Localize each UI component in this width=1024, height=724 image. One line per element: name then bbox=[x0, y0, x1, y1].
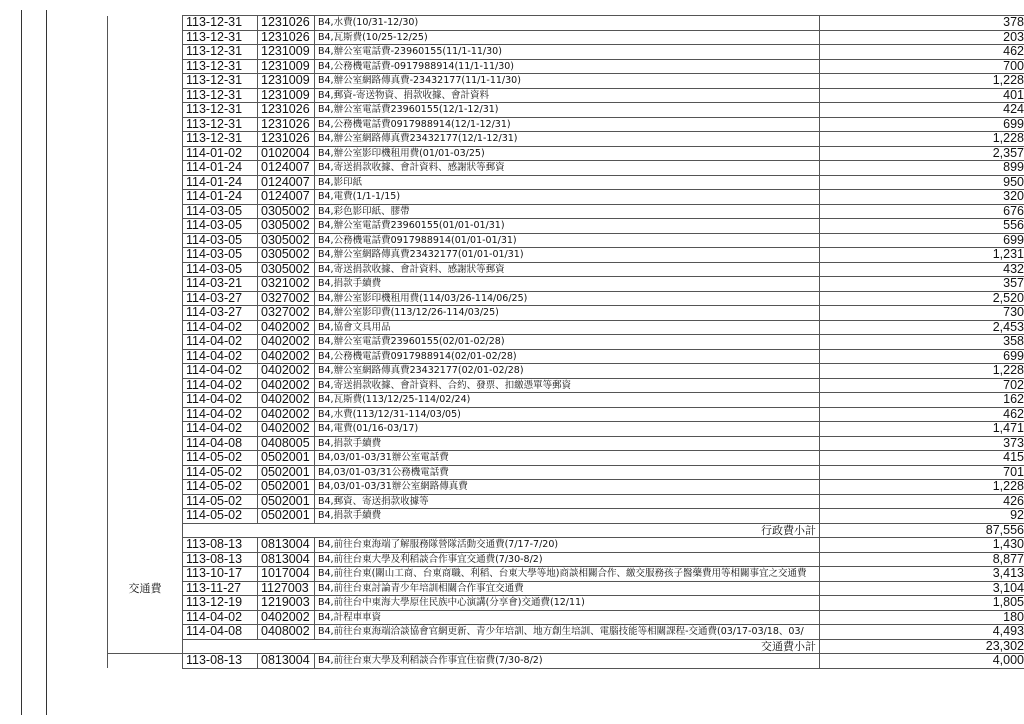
voucher-number: 1231026 bbox=[258, 103, 315, 118]
entry-description: B4,辦公室電話費23960155(01/01-01/31) bbox=[315, 219, 820, 234]
entry-date: 114-03-05 bbox=[183, 233, 258, 248]
entry-description: B4,辦公室影印機租用費(114/03/26-114/06/25) bbox=[315, 291, 820, 306]
admin-subtotal-label: 行政費小計 bbox=[183, 523, 820, 538]
ledger-row bbox=[108, 103, 1024, 118]
entry-date: 113-11-27 bbox=[183, 581, 258, 596]
entry-description: B4,辦公室網路傳真費-23432177(11/1-11/30) bbox=[315, 74, 820, 89]
entry-date: 114-05-02 bbox=[183, 451, 258, 466]
admin-subtotal-amount: 87,556 bbox=[820, 523, 1024, 538]
entry-amount: 1,471 bbox=[820, 422, 1024, 437]
entry-amount: 3,413 bbox=[820, 567, 1024, 582]
entry-date: 114-01-24 bbox=[183, 190, 258, 205]
ledger-row bbox=[108, 349, 1024, 364]
entry-date: 113-12-31 bbox=[183, 59, 258, 74]
voucher-number: 1231026 bbox=[258, 117, 315, 132]
ledger-row bbox=[108, 552, 1024, 567]
voucher-number: 0102004 bbox=[258, 146, 315, 161]
entry-amount: 2,520 bbox=[820, 291, 1024, 306]
entry-amount: 1,228 bbox=[820, 132, 1024, 147]
voucher-number: 0813004 bbox=[258, 538, 315, 553]
entry-description: B4,03/01-03/31辦公室電話費 bbox=[315, 451, 820, 466]
entry-date: 114-04-02 bbox=[183, 335, 258, 350]
subtotal-row bbox=[108, 523, 1024, 538]
entry-amount: 1,805 bbox=[820, 596, 1024, 611]
ledger-row bbox=[108, 262, 1024, 277]
entry-date: 114-04-08 bbox=[183, 625, 258, 640]
entry-date: 113-12-31 bbox=[183, 88, 258, 103]
ledger-row bbox=[108, 654, 1024, 669]
entry-description: B4,寄送捐款收據、會計資料、合約、發票、扣繳憑單等郵資 bbox=[315, 378, 820, 393]
ledger-row bbox=[108, 88, 1024, 103]
voucher-number: 0402002 bbox=[258, 320, 315, 335]
entry-description: B4,公務機電話費-0917988914(11/1-11/30) bbox=[315, 59, 820, 74]
transport-expense-section bbox=[108, 538, 1024, 640]
ledger-row bbox=[108, 277, 1024, 292]
ledger-row bbox=[108, 335, 1024, 350]
entry-description: B4,前往台東海端洽談協會官網更新、青少年培訓、地方創生培訓、電腦技能等相關課程-交通費(03/17-03/18、03/ bbox=[315, 625, 820, 640]
ledger-row bbox=[108, 291, 1024, 306]
entry-amount: 899 bbox=[820, 161, 1024, 176]
entry-date: 114-04-02 bbox=[183, 610, 258, 625]
ledger-row bbox=[108, 581, 1024, 596]
ledger-row bbox=[108, 451, 1024, 466]
entry-description: B4,協會文具用品 bbox=[315, 320, 820, 335]
entry-date: 114-03-05 bbox=[183, 262, 258, 277]
entry-description: B4,辦公室電話費-23960155(11/1-11/30) bbox=[315, 45, 820, 60]
entry-date: 113-12-31 bbox=[183, 16, 258, 31]
entry-description: B4,計程車車資 bbox=[315, 610, 820, 625]
ledger-row bbox=[108, 74, 1024, 89]
entry-date: 114-03-21 bbox=[183, 277, 258, 292]
voucher-number: 0124007 bbox=[258, 175, 315, 190]
category-label-transport: 交通費 bbox=[108, 538, 183, 640]
entry-amount: 203 bbox=[820, 30, 1024, 45]
voucher-number: 0402002 bbox=[258, 335, 315, 350]
entry-date: 114-04-02 bbox=[183, 320, 258, 335]
margin-rule-left bbox=[21, 10, 22, 715]
ledger-row bbox=[108, 422, 1024, 437]
entry-description: B4,前往台中東海大學原住民族中心演講(分享會)交通費(12/11) bbox=[315, 596, 820, 611]
entry-amount: 730 bbox=[820, 306, 1024, 321]
entry-amount: 4,000 bbox=[820, 654, 1024, 669]
voucher-number: 1231009 bbox=[258, 88, 315, 103]
ledger-row bbox=[108, 407, 1024, 422]
entry-amount: 357 bbox=[820, 277, 1024, 292]
ledger-row bbox=[108, 625, 1024, 640]
margin-rule-right bbox=[46, 10, 47, 715]
entry-description: B4,寄送捐款收據、會計資料、感謝狀等郵資 bbox=[315, 262, 820, 277]
entry-amount: 415 bbox=[820, 451, 1024, 466]
entry-description: B4,公務機電話費0917988914(01/01-01/31) bbox=[315, 233, 820, 248]
entry-description: B4,郵資、寄送捐款收據等 bbox=[315, 494, 820, 509]
voucher-number: 0402002 bbox=[258, 378, 315, 393]
entry-description: B4,辦公室電話費23960155(02/01-02/28) bbox=[315, 335, 820, 350]
entry-amount: 2,453 bbox=[820, 320, 1024, 335]
entry-date: 113-08-13 bbox=[183, 552, 258, 567]
entry-date: 114-04-08 bbox=[183, 436, 258, 451]
ledger-row bbox=[108, 393, 1024, 408]
voucher-number: 0402002 bbox=[258, 422, 315, 437]
entry-amount: 162 bbox=[820, 393, 1024, 408]
ledger-row bbox=[108, 378, 1024, 393]
entry-amount: 1,430 bbox=[820, 538, 1024, 553]
entry-description: B4,前往台東大學及利稻談合作事宜住宿費(7/30-8/2) bbox=[315, 654, 820, 669]
entry-date: 114-03-05 bbox=[183, 248, 258, 263]
entry-amount: 699 bbox=[820, 117, 1024, 132]
entry-amount: 462 bbox=[820, 45, 1024, 60]
entry-amount: 4,493 bbox=[820, 625, 1024, 640]
ledger-row bbox=[108, 436, 1024, 451]
entry-amount: 1,231 bbox=[820, 248, 1024, 263]
voucher-number: 0124007 bbox=[258, 161, 315, 176]
ledger-row bbox=[108, 248, 1024, 263]
entry-amount: 401 bbox=[820, 88, 1024, 103]
entry-amount: 462 bbox=[820, 407, 1024, 422]
entry-date: 114-04-02 bbox=[183, 422, 258, 437]
ledger-row bbox=[108, 190, 1024, 205]
entry-description: B4,03/01-03/31公務機電話費 bbox=[315, 465, 820, 480]
transport-subtotal-label: 交通費小計 bbox=[183, 639, 820, 654]
entry-amount: 1,228 bbox=[820, 364, 1024, 379]
ledger-row bbox=[108, 132, 1024, 147]
ledger-row bbox=[108, 567, 1024, 582]
entry-date: 114-03-05 bbox=[183, 204, 258, 219]
voucher-number: 0305002 bbox=[258, 204, 315, 219]
voucher-number: 0327002 bbox=[258, 306, 315, 321]
voucher-number: 1231026 bbox=[258, 132, 315, 147]
voucher-number: 1231009 bbox=[258, 45, 315, 60]
entry-amount: 556 bbox=[820, 219, 1024, 234]
entry-date: 114-05-02 bbox=[183, 480, 258, 495]
voucher-number: 0305002 bbox=[258, 233, 315, 248]
entry-amount: 92 bbox=[820, 509, 1024, 524]
entry-description: B4,電費(01/16-03/17) bbox=[315, 422, 820, 437]
entry-description: B4,水費(113/12/31-114/03/05) bbox=[315, 407, 820, 422]
entry-amount: 3,104 bbox=[820, 581, 1024, 596]
entry-date: 113-12-31 bbox=[183, 74, 258, 89]
entry-date: 113-10-17 bbox=[183, 567, 258, 582]
entry-description: B4,前往台東(關山工商、台東商職、利稻、台東大學等地)商談相關合作、繳交服務孩子醫藥費用等相關事宜之交通費 bbox=[315, 567, 820, 582]
voucher-number: 0408002 bbox=[258, 625, 315, 640]
entry-date: 114-03-05 bbox=[183, 219, 258, 234]
ledger-row bbox=[108, 204, 1024, 219]
voucher-number: 1127003 bbox=[258, 581, 315, 596]
admin-expense-section bbox=[108, 16, 1024, 524]
ledger-row bbox=[108, 117, 1024, 132]
entry-date: 113-12-31 bbox=[183, 45, 258, 60]
voucher-number: 0408005 bbox=[258, 436, 315, 451]
entry-description: B4,辦公室網路傳真費23432177(12/1-12/31) bbox=[315, 132, 820, 147]
voucher-number: 0402002 bbox=[258, 393, 315, 408]
transport-subtotal-section bbox=[108, 639, 1024, 654]
voucher-number: 1219003 bbox=[258, 596, 315, 611]
voucher-number: 0402002 bbox=[258, 407, 315, 422]
entry-description: B4,彩色影印紙、膠帶 bbox=[315, 204, 820, 219]
entry-date: 114-01-02 bbox=[183, 146, 258, 161]
entry-description: B4,前往台東大學及利稻談合作事宜交通費(7/30-8/2) bbox=[315, 552, 820, 567]
entry-date: 113-08-13 bbox=[183, 538, 258, 553]
entry-description: B4,寄送捐款收據、會計資料、感謝狀等郵資 bbox=[315, 161, 820, 176]
entry-amount: 702 bbox=[820, 378, 1024, 393]
entry-date: 114-04-02 bbox=[183, 393, 258, 408]
voucher-number: 0502001 bbox=[258, 509, 315, 524]
entry-amount: 676 bbox=[820, 204, 1024, 219]
entry-date: 114-04-02 bbox=[183, 364, 258, 379]
voucher-number: 0502001 bbox=[258, 451, 315, 466]
entry-date: 113-12-31 bbox=[183, 117, 258, 132]
entry-amount: 1,228 bbox=[820, 480, 1024, 495]
lodging-expense-section bbox=[108, 654, 1024, 669]
ledger-row bbox=[108, 233, 1024, 248]
entry-amount: 373 bbox=[820, 436, 1024, 451]
entry-date: 113-08-13 bbox=[183, 654, 258, 669]
ledger-row bbox=[108, 610, 1024, 625]
voucher-number: 0502001 bbox=[258, 465, 315, 480]
ledger-row bbox=[108, 16, 1024, 31]
entry-date: 114-01-24 bbox=[183, 161, 258, 176]
entry-amount: 950 bbox=[820, 175, 1024, 190]
voucher-number: 0305002 bbox=[258, 219, 315, 234]
entry-date: 114-04-02 bbox=[183, 378, 258, 393]
voucher-number: 0813004 bbox=[258, 654, 315, 669]
entry-description: B4,辦公室網路傳真費23432177(02/01-02/28) bbox=[315, 364, 820, 379]
entry-description: B4,03/01-03/31辦公室網路傳真費 bbox=[315, 480, 820, 495]
voucher-number: 1231009 bbox=[258, 74, 315, 89]
entry-amount: 701 bbox=[820, 465, 1024, 480]
entry-description: B4,電費(1/1-1/15) bbox=[315, 190, 820, 205]
voucher-number: 0124007 bbox=[258, 190, 315, 205]
voucher-number: 0502001 bbox=[258, 494, 315, 509]
voucher-number: 1017004 bbox=[258, 567, 315, 582]
ledger-row bbox=[108, 538, 1024, 553]
ledger-row bbox=[108, 480, 1024, 495]
entry-description: B4,影印紙 bbox=[315, 175, 820, 190]
entry-amount: 180 bbox=[820, 610, 1024, 625]
entry-date: 114-05-02 bbox=[183, 465, 258, 480]
entry-date: 113-12-31 bbox=[183, 132, 258, 147]
entry-description: B4,公務機電話費0917988914(02/01-02/28) bbox=[315, 349, 820, 364]
entry-amount: 358 bbox=[820, 335, 1024, 350]
entry-description: B4,辦公室網路傳真費23432177(01/01-01/31) bbox=[315, 248, 820, 263]
voucher-number: 0502001 bbox=[258, 480, 315, 495]
ledger-row bbox=[108, 146, 1024, 161]
voucher-number: 0402002 bbox=[258, 364, 315, 379]
entry-date: 114-03-27 bbox=[183, 291, 258, 306]
voucher-number: 0327002 bbox=[258, 291, 315, 306]
entry-date: 113-12-31 bbox=[183, 103, 258, 118]
ledger-row bbox=[108, 306, 1024, 321]
entry-description: B4,捐款手續費 bbox=[315, 277, 820, 292]
entry-description: B4,辦公室影印機租用費(01/01-03/25) bbox=[315, 146, 820, 161]
transport-subtotal-amount: 23,302 bbox=[820, 639, 1024, 654]
entry-amount: 699 bbox=[820, 349, 1024, 364]
entry-amount: 8,877 bbox=[820, 552, 1024, 567]
entry-description: B4,辦公室電話費23960155(12/1-12/31) bbox=[315, 103, 820, 118]
entry-description: B4,辦公室影印費(113/12/26-114/03/25) bbox=[315, 306, 820, 321]
entry-amount: 1,228 bbox=[820, 74, 1024, 89]
ledger-row bbox=[108, 30, 1024, 45]
entry-amount: 320 bbox=[820, 190, 1024, 205]
voucher-number: 1231009 bbox=[258, 59, 315, 74]
entry-description: B4,捐款手續費 bbox=[315, 436, 820, 451]
entry-description: B4,水費(10/31-12/30) bbox=[315, 16, 820, 31]
entry-description: B4,瓦斯費(113/12/25-114/02/24) bbox=[315, 393, 820, 408]
entry-description: B4,郵資-寄送物資、捐款收據、會計資料 bbox=[315, 88, 820, 103]
entry-amount: 424 bbox=[820, 103, 1024, 118]
ledger-row bbox=[108, 45, 1024, 60]
entry-amount: 700 bbox=[820, 59, 1024, 74]
ledger-row bbox=[108, 161, 1024, 176]
entry-description: B4,前往台東海端了解服務隊營隊活動交通費(7/17-7/20) bbox=[315, 538, 820, 553]
voucher-number: 0813004 bbox=[258, 552, 315, 567]
ledger-row bbox=[108, 219, 1024, 234]
subtotal-row bbox=[108, 639, 1024, 654]
entry-date: 114-05-02 bbox=[183, 494, 258, 509]
entry-amount: 699 bbox=[820, 233, 1024, 248]
entry-description: B4,瓦斯費(10/25-12/25) bbox=[315, 30, 820, 45]
voucher-number: 0402002 bbox=[258, 610, 315, 625]
admin-subtotal-section bbox=[108, 523, 1024, 538]
ledger-row bbox=[108, 175, 1024, 190]
entry-date: 114-03-27 bbox=[183, 306, 258, 321]
entry-description: B4,前往台東討論青少年培訓相關合作事宜交通費 bbox=[315, 581, 820, 596]
entry-amount: 2,357 bbox=[820, 146, 1024, 161]
voucher-number: 0305002 bbox=[258, 248, 315, 263]
entry-amount: 426 bbox=[820, 494, 1024, 509]
entry-description: B4,公務機電話費0917988914(12/1-12/31) bbox=[315, 117, 820, 132]
ledger-row bbox=[108, 494, 1024, 509]
voucher-number: 0321002 bbox=[258, 277, 315, 292]
ledger-row bbox=[108, 320, 1024, 335]
expense-ledger-table bbox=[107, 15, 1024, 669]
voucher-number: 1231026 bbox=[258, 16, 315, 31]
ledger-row bbox=[108, 364, 1024, 379]
ledger-row bbox=[108, 596, 1024, 611]
ledger-row bbox=[108, 59, 1024, 74]
ledger-row bbox=[108, 465, 1024, 480]
voucher-number: 0402002 bbox=[258, 349, 315, 364]
entry-date: 113-12-19 bbox=[183, 596, 258, 611]
entry-date: 114-04-02 bbox=[183, 407, 258, 422]
entry-date: 114-01-24 bbox=[183, 175, 258, 190]
voucher-number: 0305002 bbox=[258, 262, 315, 277]
entry-amount: 432 bbox=[820, 262, 1024, 277]
entry-date: 113-12-31 bbox=[183, 30, 258, 45]
voucher-number: 1231026 bbox=[258, 30, 315, 45]
entry-date: 114-04-02 bbox=[183, 349, 258, 364]
ledger-row bbox=[108, 509, 1024, 524]
entry-date: 114-05-02 bbox=[183, 509, 258, 524]
entry-description: B4,捐款手續費 bbox=[315, 509, 820, 524]
entry-amount: 378 bbox=[820, 16, 1024, 31]
